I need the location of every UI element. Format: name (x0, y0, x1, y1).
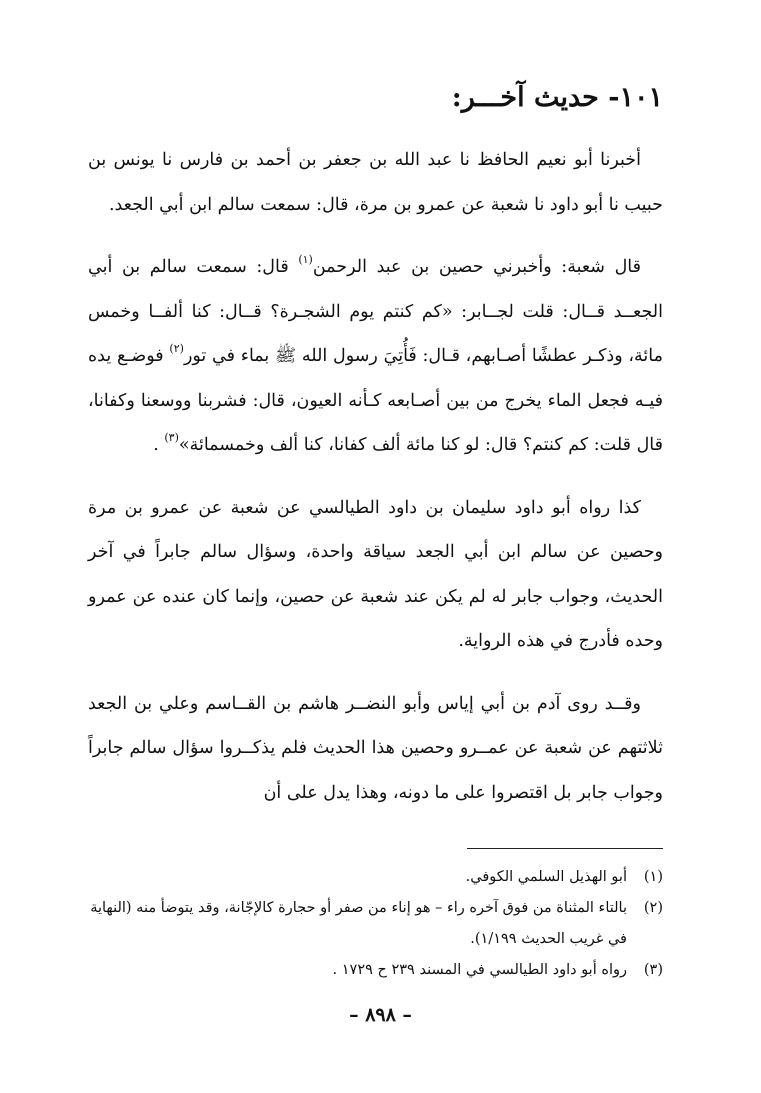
footnote-text: رواه أبو داود الطيالسي في المسند ٢٣٩ ح ١٧٢٩ . (332, 962, 627, 978)
footnotes (88, 862, 663, 986)
footnote-number: (٢) (643, 900, 663, 916)
hadith-heading: ١٠١- حديث آخـــر: (451, 82, 663, 113)
footnote-number: (٣) (643, 962, 663, 978)
paragraph-3: كذا رواه أبو داود سليمان بن داود الطيالسي عن شعبة عن عمرو بن مرة وحصين عن سالم ابن أبي الجعد سياقة واحدة، وسؤال سالم جابراً في آخر الحديث، وجواب جابر له لم يكن عند شعبة عن حصين، وإنما كان عنده عن عمرو وحده فأدرج في هذه الرواية. (88, 497, 663, 651)
page-number: – ٨٩٨ – (349, 1004, 412, 1026)
footnote-text: بالتاء المثناة من فوق آخره راء – هو إناء من صفر أو حجارة كالإجّانة، وقد يتوضأ منه (النهاية في غريب الحديث ١/١٩٩). (90, 900, 627, 947)
paragraph-2-part-3: فوضـع يده فيـه فجعل الماء يخرج من بين أصـابعه كـأنه العيون، قال: فشربنا ووسعنا وكفانا، قال قلت: كم كنتم؟ قال: لو كنا مائة ألف كفانا، كنا ألف وخمسمائة» (88, 346, 663, 455)
footnote-ref-3: (٣) (164, 431, 179, 444)
paragraph-1: أخبرنا أبو نعيم الحافظ نا عبد الله بن جعفر بن أحمد بن فارس نا يونس بن حبيب نا أبو داود نا شعبة عن عمرو بن مرة، قال: سمعت سالم ابن أبي الجعد. (88, 150, 663, 215)
body-text (88, 138, 663, 833)
footnote-ref-2: (٢) (169, 342, 184, 355)
footnote-ref-1: (١) (298, 253, 313, 266)
paragraph-2 (88, 245, 663, 468)
paragraph-2-part-1: قال شعبة: وأخبرني حصين بن عبد الرحمن (312, 257, 641, 277)
footnote-number: (١) (643, 869, 663, 885)
footnote-1 (88, 862, 663, 893)
paragraph-4: وقــد روى آدم بن أبي إياس وأبو النضــر هاشم بن القــاسم وعلي بن الجعد ثلاثتهم عن شعبة عن عمــرو وحصين هذا الحديث فلم يذكــروا سؤال سالم جابراً وجواب جابر بل اقتصروا على ما دونه، وهذا يدل على أن (88, 693, 663, 803)
paragraph-2-part-4: . (153, 435, 165, 455)
paragraph-2-part-2: قال: سمعت سالم بن أبي الجعــد قــال: قلت لجــابر: «كم كنتم يوم الشجـرة؟ قــال: كنا ألفــا وخمس مائة، وذكـر عطشًا أصـابهم، قـال: فَأُتِيَ رسول الله ﷺ بماء في تور (88, 257, 664, 366)
footnote-separator (467, 848, 663, 849)
footnote-text: أبو الهذيل السلمي الكوفي. (465, 869, 627, 885)
footnote-3 (88, 955, 663, 986)
footnote-2 (88, 893, 663, 955)
